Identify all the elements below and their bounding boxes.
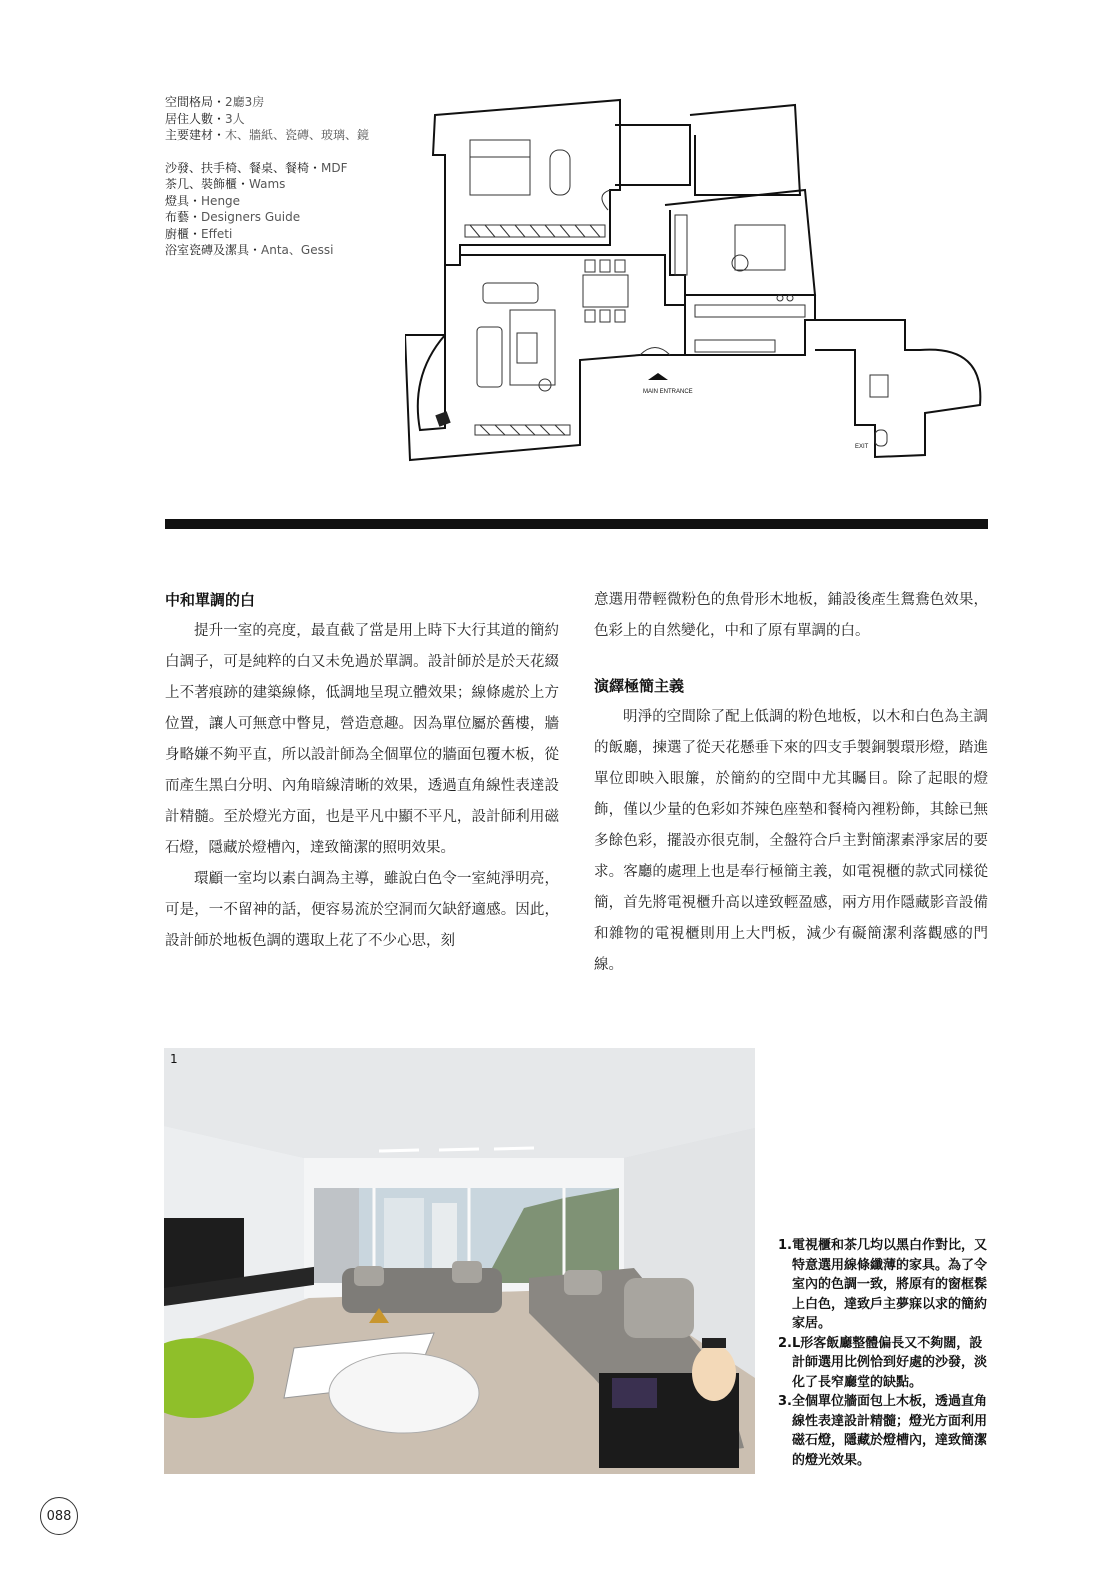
living-room-illustration [164, 1048, 755, 1474]
sofa-l [477, 327, 502, 387]
round-chair [732, 255, 748, 271]
master-bed [470, 140, 530, 195]
exit-label: EXIT [855, 444, 869, 450]
caption-item: 3. 全個單位牆面包上木板，透過直角線性表達設計精髓；燈光方面利用磁石燈，隱藏於燈槽內，達致簡潔的燈光效果。 [778, 1394, 987, 1468]
spec-row: 空間格局・2廳3房 [165, 95, 265, 109]
entrance-door [640, 348, 670, 356]
master-bedroom-wall [433, 100, 620, 265]
balcony-chair [435, 411, 450, 426]
study-room-wall [690, 105, 800, 195]
sofa [483, 283, 538, 303]
service-area-wall [815, 320, 980, 457]
photo-captions [778, 1236, 993, 1470]
wardrobe-2 [675, 215, 687, 275]
spec-row: 主要建材・木、牆紙、瓷磚、玻璃、鏡 [165, 128, 370, 142]
supplier-row: 燈具・Henge [165, 193, 241, 208]
project-specs [165, 94, 415, 259]
supplier-row: 廚櫃・Effeti [165, 226, 233, 241]
section-divider [165, 519, 988, 529]
tv-unit [475, 425, 570, 435]
photo-number: 1 [170, 1052, 178, 1066]
caption-item: 1. 電視櫃和茶几均以黑白作對比，又特意選用線條纖薄的家具。為了令室內的色調一致，將原有的窗框髹上白色，達致戶主夢寐以求的簡約家居。 [778, 1238, 987, 1331]
paragraph: 明淨的空間除了配上低調的粉色地板，以木和白色為主調的飯廳，揀選了從天花懸垂下來的四支手製銅製環形燈，踏進單位即映入眼簾，於簡約的空間中尤其矚目。除了起眼的燈飾，僅以少量的色彩如芥辣色座墊和餐椅內裡粉飾，其餘已無多餘色彩，擺設亦很克制，全盤符合戶主對簡潔素淨家居的要求。客廳的處理上也是奉行極簡主義，如電視櫃的款式同樣從簡，首先將電視櫃升高以達致輕盈感，兩方用作隱藏影音設備和雜物的電視櫃則用上大門板，減少有礙簡潔利落觀感的門線。 [594, 709, 988, 973]
supplier-row: 沙發、扶手椅、餐桌、餐椅・MDF [165, 160, 348, 175]
section-heading: 演繹極簡主義 [594, 677, 685, 695]
living-room-photo [164, 1048, 755, 1474]
supplier-row: 浴室瓷磚及潔具・Anta、Gessi [165, 243, 334, 257]
supplier-row: 茶几、裝飾櫃・Wams [165, 177, 286, 191]
entrance-arrow-icon [648, 373, 668, 380]
article-column-right [594, 585, 988, 981]
paragraph: 意選用帶輕微粉色的魚骨形木地板，鋪設後產生鴛鴦色效果，色彩上的自然變化，中和了原有單調的白。 [594, 592, 988, 639]
bathroom-wall [615, 125, 690, 185]
supplier-row: 布藝・Designers Guide [165, 210, 301, 224]
spec-row: 居住人數・3人 [165, 111, 245, 126]
bathtub [550, 150, 570, 195]
main-entrance-label: MAIN ENTRANCE [643, 389, 693, 395]
paragraph: 環顧一室均以素白調為主導，雖說白色令一室純淨明亮，可是，一不留神的話，便容易流於空洞而欠缺舒適感。因此，設計師於地板色調的選取上花了不少心思，刻 [165, 871, 559, 949]
article-column-left [165, 585, 559, 957]
caption-item: 2. L形客飯廳整體偏長又不夠闊，設計師選用比例恰到好處的沙發，淡化了長窄廳堂的缺點。 [778, 1335, 987, 1390]
toilet [875, 430, 887, 446]
dining-table [583, 275, 628, 307]
kitchen-wall [685, 295, 815, 355]
page-number: 088 [40, 1497, 78, 1535]
paragraph: 提升一室的亮度，最直截了當是用上時下大行其道的簡約白調子，可是純粹的白又未免過於單調。設計師於是於天花綴上不著痕跡的建築線條，低調地呈現立體效果；線條處於上方位置，讓人可無意中瞥見，營造意趣。因為單位屬於舊樓，牆身略嫌不夠平直，所以設計師為全個單位的牆面包覆木板，從而產生黑白分明、內角暗線清晰的效果，透過直角線性表達設計精髓。至於燈光方面，也是平凡中顯不平凡，設計師利用磁石燈，隱藏於燈槽內，達致簡潔的照明效果。 [165, 623, 559, 856]
kids-bed [735, 225, 785, 270]
coffee-table [517, 333, 537, 363]
kitchen-counter [695, 305, 805, 317]
floor-plan [405, 95, 995, 480]
section-heading: 中和單調的白 [165, 591, 256, 609]
